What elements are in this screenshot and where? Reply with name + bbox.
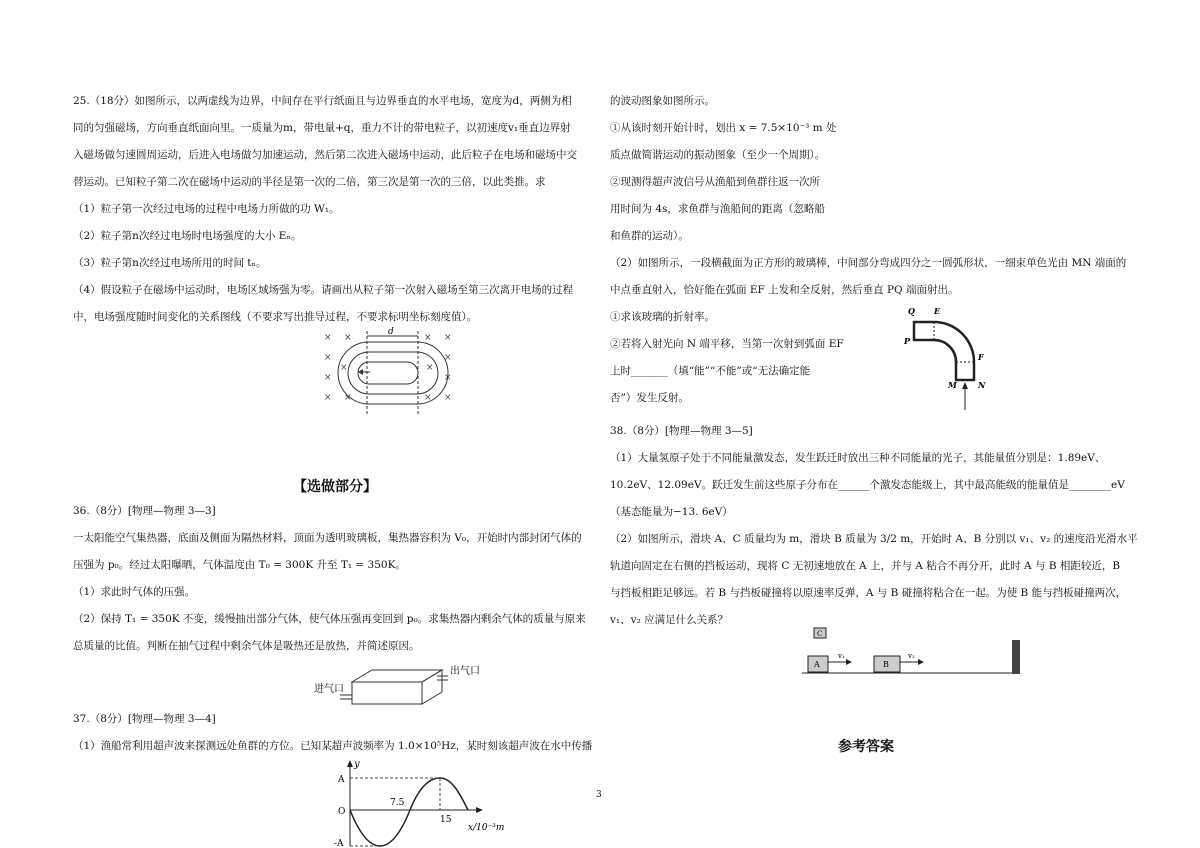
q37-block	[73, 706, 593, 760]
q36-part-2b: 总质量的比值。判断在抽气过程中剩余气体是吸热还是放热，并简述原因。	[73, 640, 420, 652]
svg-text:×: ×	[340, 363, 348, 373]
left-column-lower	[73, 498, 593, 660]
q37-cont-line-2: ①从该时刻开始计时，划出 x = 7.5×10⁻³ m 处	[610, 122, 837, 134]
q36-collector-figure	[312, 662, 492, 712]
velocity-v1-label: v₁	[838, 652, 845, 660]
svg-text:×: ×	[444, 353, 452, 363]
wave-negA-label: -A	[334, 839, 344, 848]
q36-part-1: （1）求此时气体的压强。	[73, 586, 196, 598]
svg-text:×: ×	[444, 393, 452, 403]
q25-part-2: （2）粒子第n次经过电场时电场强度的大小 Eₙ。	[73, 230, 302, 242]
blocks-figure	[800, 624, 1030, 680]
svg-text:×: ×	[424, 393, 432, 403]
svg-text:×: ×	[444, 373, 452, 383]
svg-text:×: ×	[324, 393, 332, 403]
q37-part2-line-4: ②若将入射光向 N 端平移，当第一次射到弧面 EF	[610, 338, 844, 350]
block-B-label: B	[883, 660, 889, 669]
q25-part-3: （3）粒子第n次经过电场所用的时间 tₙ。	[73, 257, 267, 269]
svg-text:×: ×	[424, 333, 432, 343]
q38-header: 38.（8分）[物理—物理 3—5]	[610, 425, 753, 437]
block-C-label: C	[817, 630, 823, 638]
svg-text:×: ×	[444, 333, 452, 343]
q37-cont-line-4: ②现测得超声波信号从渔船到鱼群往返一次所	[610, 176, 820, 188]
glass-rod-figure	[898, 302, 998, 412]
q37-cont-line-5: 用时间为 4s，求鱼群与渔船间的距离（忽略船	[610, 203, 825, 215]
wave-tick-15: 15	[440, 815, 452, 825]
q25-line-1: 25.（18分）如图所示，以两虚线为边界，中间存在平行纸面且与边界垂直的水平电场，宽度为d，两侧为相	[73, 95, 572, 107]
q37-line-1: （1）渔船常利用超声波来探测远处鱼群的方位。已知某超声波频率为 1.0×10⁵Hz，某时刻该超声波在水中传播	[73, 740, 593, 752]
wave-O-label: O	[338, 807, 346, 817]
q25-line-4: 替运动。已知粒子第二次在磁场中运动的半径是第一次的二倍，第三次是第一次的三倍，以此类推。求	[73, 176, 546, 188]
q25-part-4a: （4）假设粒子在磁场中运动时，电场区域场强为零。请画出从粒子第一次射入磁场至第三次离开电场的过程	[73, 284, 574, 296]
q37-cont-line-3: 质点做简谐运动的振动图象（至少一个周期）。	[610, 149, 826, 161]
q38-line-7: v₁、v₂ 应满足什么关系？	[610, 614, 729, 626]
glass-label-E: E	[934, 306, 941, 316]
q25-line-2: 同的匀强磁场，方向垂直纸面向里。一质量为m，带电量+q，重力不计的带电粒子，以初速度v₁垂直边界射	[73, 122, 571, 134]
q38-line-1: （1）大量氢原子处于不同能量激发态，发生跃迁时放出三种不同能量的光子，其能量值分别是：1.89eV、	[610, 452, 1106, 464]
glass-label-Q: Q	[908, 306, 915, 316]
q37-part2-line-2: 中点垂直射入，恰好能在弧面 EF 上发和全反射，然后垂直 PQ 端面射出。	[610, 284, 959, 296]
q37-wave-graph	[330, 758, 530, 848]
q36-header: 36.（8分）[物理—物理 3—3]	[73, 505, 216, 517]
wave-x-label: x/10⁻³m	[468, 823, 505, 833]
q38-line-4: （2）如图所示，滑块 A、C 质量均为 m，滑块 B 质量为 3/2 m，开始时 A、B 分别以 v₁、v₂ 的速度沿光滑水平	[610, 533, 1138, 545]
q38-line-6: 与挡板相距足够远。若 B 与挡板碰撞将以原速率反弹，A 与 B 碰撞将粘合在一起。为使 B 能与挡板碰撞两次，	[610, 587, 1127, 599]
svg-text:×: ×	[324, 353, 332, 363]
section-title: 【选做部分】	[293, 479, 377, 495]
q37-part2-line-3: ①求该玻璃的折射率。	[610, 311, 715, 323]
q37-part2-line-5: 上时_______（填“能”“不能”或“无法确定能	[610, 365, 811, 377]
glass-label-F: F	[978, 352, 984, 362]
q37-part2-line-6: 否”）发生反射。	[610, 392, 689, 404]
glass-label-M: M	[948, 380, 957, 390]
wave-tick-7p5: 7.5	[390, 798, 405, 808]
q36-part-2a: （2）保持 T₁ = 350K 不变，缓慢抽出部分气体，使气体压强再变回到 p₀。求集热器内剩余气体的质量与原来	[73, 613, 586, 625]
q25-field-figure	[318, 326, 468, 416]
right-column	[610, 88, 1138, 634]
svg-text:×: ×	[324, 333, 332, 343]
left-column	[73, 88, 593, 331]
q38-line-2: 10.2eV、12.09eV。跃迁发生前这些原子分布在______个激发态能级上，其中最高能级的能量值是________eV	[610, 479, 1125, 491]
svg-text:×: ×	[324, 373, 332, 383]
q25-part-4b: 中，电场强度随时间变化的关系图线（不要求写出推导过程，不要求标明坐标刻度值）。	[73, 311, 478, 323]
q36-line-1: 一太阳能空气集热器，底面及侧面为隔热材料，顶面为透明玻璃板，集热器容积为 V₀，开始时内部封闭气体的	[73, 532, 582, 544]
q25-d-label: d	[388, 327, 394, 337]
block-A-label: A	[814, 660, 820, 669]
outlet-label: 出气口	[450, 666, 480, 677]
glass-label-N: N	[978, 380, 986, 390]
page-number: 3	[596, 790, 602, 800]
q38-line-5: 轨道向固定在右侧的挡板运动，现将 C 无初速地放在 A 上，并与 A 粘合不再分开，此时 A 与 B 相距较近，B	[610, 560, 1121, 572]
inlet-label: 进气口	[314, 684, 344, 695]
q25-part-1: （1）粒子第一次经过电场的过程中电场力所做的功 W₁。	[73, 203, 340, 215]
q37-cont-line-6: 和鱼群的运动）。	[610, 230, 689, 242]
q38-line-3: （基态能量为−13. 6eV）	[610, 506, 733, 518]
q25-line-3: 入磁场做匀速圆周运动，后进入电场做匀加速运动，然后第二次进入磁场中运动，此后粒子在电场和磁场中交	[73, 149, 577, 161]
wave-y-label: y	[354, 759, 360, 770]
velocity-v2-label: v₂	[908, 652, 915, 660]
q37-part2-line-1: （2）如图所示，一段横截面为正方形的玻璃棒，中间部分弯成四分之一圆弧形状，一细束单色光由 MN 端面的	[610, 257, 1127, 269]
svg-text:×: ×	[426, 363, 434, 373]
svg-text:×: ×	[344, 393, 352, 403]
glass-label-P: P	[904, 336, 911, 346]
q37-cont-line-1: 的波动图象如图所示。	[610, 95, 715, 107]
q36-line-2: 压强为 p₀。经过太阳曝晒，气体温度由 T₀ = 300K 升至 T₁ = 350K。	[73, 559, 406, 571]
svg-text:×: ×	[344, 333, 352, 343]
q37-header: 37.（8分）[物理—物理 3—4]	[73, 713, 216, 725]
wave-A-label: A	[338, 775, 345, 785]
answers-title: 参考答案	[838, 739, 894, 755]
